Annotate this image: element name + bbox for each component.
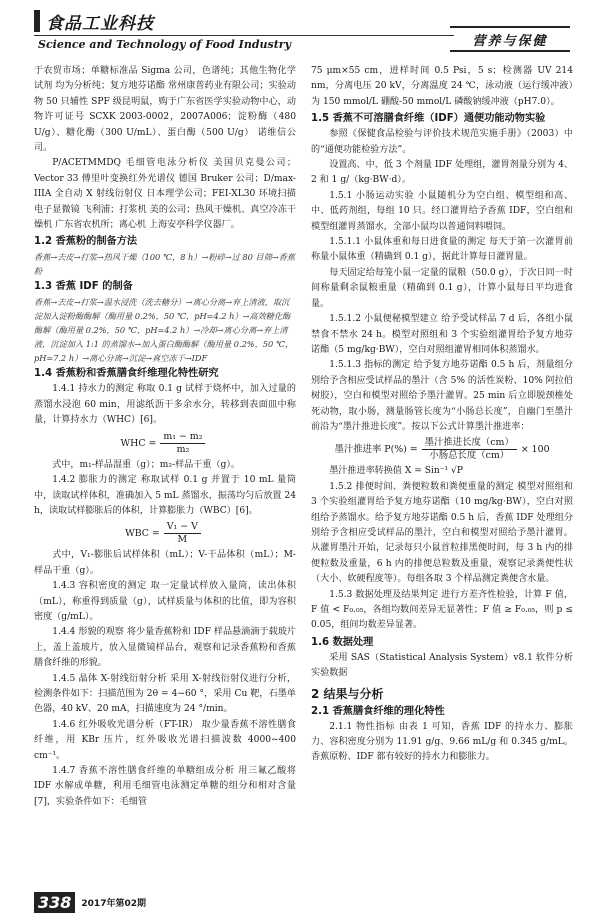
paragraph-instruments: P/ACETMMDQ 毛细管电泳分析仪 美国贝克曼公司；Vector 33 傅里叶变换红外光谱仪 德国 Bruker 公司；D/max-IIIA 全自动 X 射线衍射仪 日本理学公司；FEI-XL30 环境扫描电子显微镜 飞利浦；打浆机 美的公司；热风干燥机、真空冷冻干燥机 广东省农机所；离心机 上海安亭科学仪器厂。 [34,158,296,231]
heading-2-1: 2.1 香蕉膳食纤维的理化特性 [311,705,445,717]
left-column [34,64,296,810]
paragraph-1-4-5: 1.4.5 晶体 X-射线衍射分析 采用 X-射线衍射仪进行分析，检测条件如下：扫描范围为 2θ = 4~60 °，采用 Cu 靶，石墨单色器，40 kV、20 mA，扫描速度为 24 °/min。 [34,673,296,715]
flow-banana-powder: 香蕉→去皮→打浆→热风干燥（100 ℃，8 h）→粉碎→过 80 目筛→香蕉粉 [34,252,296,277]
page-number: 338 [34,892,75,913]
paragraph-1-5-dose: 设置高、中、低 3 个剂量 IDF 处理组，灌胃剂量分别为 4、2 和 1 g/（kg·BW·d）。 [311,160,573,186]
formula-whc-lhs: WHC = [120,437,157,449]
paragraph-1-4-7: 1.4.7 香蕉不溶性膳食纤维的单糖组成分析 用三氟乙酸将 IDF 水解成单糖，利用毛细管电泳测定单糖的组分和相对含量[7]，实验条件如下：毛细管 [34,766,296,807]
paragraph-2-1-1: 2.1.1 物性指标 由表 1 可知，香蕉 IDF 的持水力、膨胀力、容积密度分别为 11.91 g/g、9.66 mL/g 和 0.345 g/mL。香蕉原粉、IDF 都有较好的持水力和膨胀力。 [311,721,573,763]
formula-ink-lhs: 墨汁推进率 P(%) = [334,444,418,456]
formula-whc-denominator: m₂ [176,443,190,455]
formula-wbc-lhs: WBC = [125,528,160,540]
paragraph-1-6: 采用 SAS（Statistical Analysis System）v8.1 软件分析实验数据 [311,652,573,679]
formula-wbc-fraction [164,521,201,546]
heading-1-6: 1.6 数据处理 [311,636,374,648]
page-footer [34,890,234,914]
heading-2: 2 结果与分析 [311,686,384,701]
logo-bar [34,10,40,32]
formula-ink-rhs: × 100 [520,444,550,456]
formula-ink-denominator: 小肠总长度（cm） [429,450,510,462]
paragraph-1-5-1-1-food: 每天固定给每笼小鼠一定量的鼠粮（50.0 g），于次日同一时间称量剩余鼠粮重量（精确到 0.1 g），计算小鼠每日平均进食量。 [311,267,573,309]
formula-ink-numerator: 墨汁推进长度（cm） [422,437,517,450]
heading-1-5: 1.5 香蕉不可溶膳食纤维（IDF）通便功能动物实验 [311,113,546,125]
formula-whc-note: 式中，m₁-样品湿重（g）；m₂-样品干重（g）。 [52,459,241,470]
header-rule [34,35,454,36]
formula-ink-transform: 墨汁推进率转换值 X = Sin⁻¹ √P [329,466,463,477]
formula-wbc-note: 式中，V₁-膨胀后试样体积（mL）；V-干品体积（mL）；M-样品干重（g）。 [34,550,296,576]
paragraph-1-4-1: 1.4.1 持水力的测定 称取 0.1 g 试样于烧杯中，加入过量的蒸馏水浸泡 60 min，用滤纸沥干多余水分，转移到表面皿中称量，计算持水力（WHC）[6]。 [34,384,296,426]
paragraph-1-5-ref: 参照《保健食品检验与评价技术规范实施手册》（2003）中的“通便功能检验方法”。 [311,129,573,155]
right-column [311,64,573,766]
section-tag: 营养与保健 [450,26,570,52]
page-header [0,0,600,60]
paragraph-1-5-1-2: 1.5.1.2 小鼠便秘模型建立 给予受试样品 7 d 后，各组小鼠禁食不禁水 24 h。模型对照组和 3 个实验组灌胃给予复方地芬诺酯（5 mg/kg·BW），空白对照组灌胃相同体积蒸馏水。 [311,314,573,355]
journal-title-en: Science and Technology of Food Industry [38,38,291,51]
paragraph-1-5-2: 1.5.2 排便时间、粪便粒数和粪便重量的测定 模型对照组和 3 个实验组灌胃给予复方地芬诺酯（10 mg/kg·BW），空白对照组给予蒸馏水。给予复方地芬诺酯 0.5 h 后，香蕉 IDF 处理组分别给予含相应受试样品的墨汁，空白和模型对照给予墨汁灌胃。从灌胃墨汁开始，记录每只小鼠首粒排黑便时间，每 3 h 内的排便粒数及重量，6 h 内的排便总粒数及重量，观察记录粪便性状（大小、软硬程度等）。每组各取 3 个样品测定粪便含水量。 [311,481,573,585]
formula-ink-fraction [422,437,517,462]
paragraph-1-4-4: 1.4.4 形貌的观察 将少量香蕉粉和 IDF 样品悬滴滴于载玻片上，盖上盖玻片，放入显微镜样品台，观察和记录香蕉粉和香蕉膳食纤维的形貌。 [34,627,296,669]
formula-wbc-numerator: V₁ − V [164,521,201,534]
journal-logo [34,8,174,34]
heading-1-4: 1.4 香蕉粉和香蕉膳食纤维理化特性研究 [34,368,219,380]
paragraph-1-5-3: 1.5.3 数据处理及结果判定 进行方差齐性检验，计算 F 值，F 值 < F₀.₀₅，各组均数间差异无显著性；F 值 ≥ F₀.₀₅，则 p ≤ 0.05，组间均数差异显著。 [311,589,573,631]
journal-title-cn: 食品工业科技 [46,13,154,34]
paragraph-1-5-1-1: 1.5.1.1 小鼠体重和每日进食量的测定 每天于第一次灌胃前称量小鼠体重（精确到 0.1 g），据此计算每日灌胃量。 [311,237,573,263]
paragraph-1-4-6: 1.4.6 红外吸收光谱分析（FT-IR） 取少量香蕉不溶性膳食纤维，用 KBr 压片，红外吸收光谱扫描波数 4000~400 cm⁻¹。 [34,719,296,761]
paragraph-1-4-2: 1.4.2 膨胀力的测定 称取试样 0.1 g 并置于 10 mL 量筒中，读取试样体积，准确加入 5 mL 蒸馏水，振荡均匀后放置 24 h，读取试样膨胀后的体积，计算膨胀力（WBC）[6]。 [34,475,296,516]
formula-whc [34,431,296,456]
issue-info: 2017年第02期 [81,898,146,909]
paragraph-ce-conditions: 75 μm×55 cm，进样时间 0.5 Psi，5 s；检测器 UV 214 nm，分离电压 20 kV，分离温度 24 ℃，泳动液（运行缓冲液）为 150 mmol/L 硼酸-50 mmol/L 磷酸钠缓冲液（pH7.0）。 [311,66,573,107]
heading-1-3: 1.3 香蕉 IDF 的制备 [34,281,133,293]
paragraph-1-4-3: 1.4.3 容积密度的测定 取一定量试样放入量筒，读出体积（mL），称重得到质量（g），试样质量与体积的比值，即为容积密度（g/mL）。 [34,581,296,622]
flow-idf-prep: 香蕉→去皮→打浆→温水浸洗（洗去糖分）→离心分离→弃上清液，取沉淀加入淀粉酶酶解（酶用量 0.2%，50 ℃，pH=4.2 h）→高效糖化酶酶解（酶用量 0.2%，50 ℃，pH=4.2 h）→冷却→离心分离→弃上清液，沉淀加入 1:1 的蒸馏水→加入蛋白酶酶解（酶用量 0.2%，50 ℃，pH=7.2 h）→离心分离→沉淀→真空冻干→IDF [34,297,294,364]
formula-wbc-denominator: M [177,534,188,546]
formula-wbc [34,521,296,546]
heading-1-2: 1.2 香蕉粉的制备方法 [34,236,138,248]
paragraph-materials: 于农贸市场；单糖标准品 Sigma 公司，色谱纯；其他生物化学试剂 均为分析纯；复方地芬诺酯 常州康普药业有限公司；实验动物 50 只辅性 SPF 级昆明鼠，购于广东省医学实验动物中心，动物许可证号 SCXK 2003-0002，2007A006；淀粉酶（480 U/g）、糖化酶（300 U/mL）、蛋白酶（500 U/g） 诺维信公司。 [34,66,296,154]
formula-whc-numerator: m₁ − m₂ [160,431,205,444]
formula-ink-rate [311,437,573,462]
paragraph-1-5-1: 1.5.1 小肠运动实验 小鼠随机分为空白组、模型组和高、中、低药剂组，每组 10 只。经口灌胃给予香蕉 IDF，空白组和模型组灌胃蒸馏水，全部小鼠均以普通饲料喂饲。 [311,190,573,232]
paragraph-1-5-1-3: 1.5.1.3 指标的测定 给予复方地芬诺酯 0.5 h 后，剂量组分别给予含相应受试样品的墨汁（含 5% 的活性炭粉、10% 阿拉伯树胶），空白和模型对照给予墨汁灌胃。25 min 后立即脱颈椎处死动物，取小肠，测量肠管长度为“小肠总长度”，自幽门至墨汁前沿为“墨汁推进长度”。按以下公式计算墨汁推进率： [311,360,573,432]
formula-whc-fraction [160,431,205,456]
